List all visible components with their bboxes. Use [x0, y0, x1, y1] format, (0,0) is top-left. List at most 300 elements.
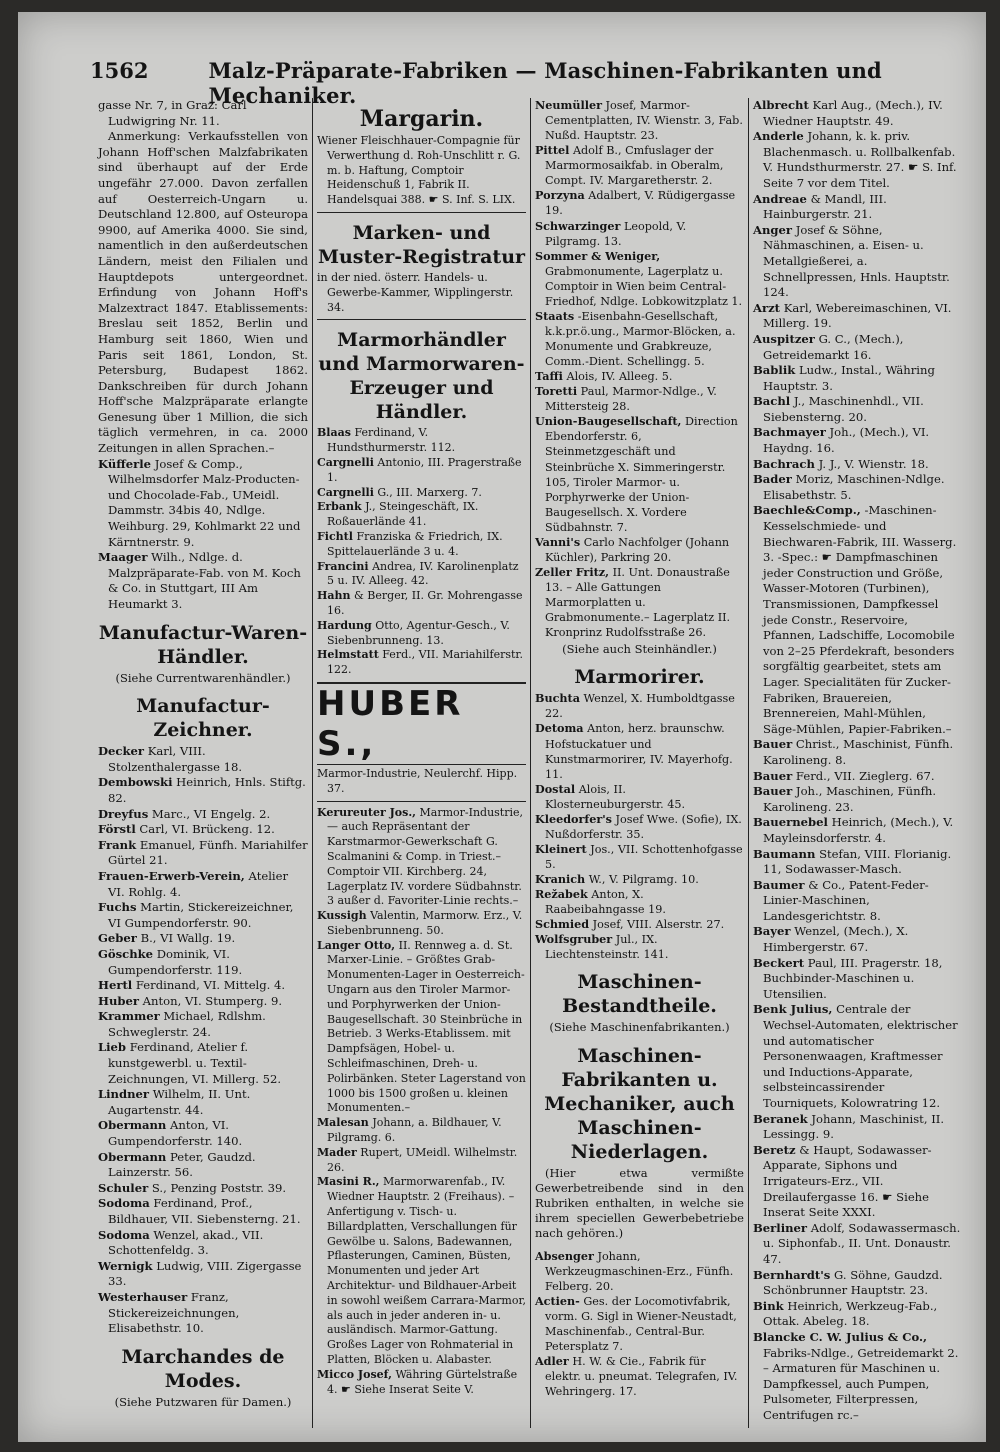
section-heading-registratur: Marken- und Muster-Registratur — [317, 221, 526, 268]
directory-entry — [753, 737, 962, 768]
entry-name: Cargnelli — [317, 485, 374, 499]
entry-text: Grabmonumente, Lagerplatz u. Comptoir in Wien beim Central-Friedhof, Ndlge. Lobkowitzplatz 1. — [545, 264, 743, 308]
entry-name: Andreae — [753, 191, 807, 206]
directory-entry — [98, 994, 308, 1010]
directory-entry — [753, 98, 962, 129]
directory-entry — [317, 426, 526, 456]
entry-name: Zeller Fritz, — [535, 564, 609, 579]
entry-text: Adolf, Sodawassermasch. u. Siphonfab., II. Unt. Donaustr. 47. — [763, 1220, 961, 1266]
entry-name: Beckert — [753, 955, 805, 970]
entry-name: Küfferle — [98, 456, 152, 471]
entry-name: Helmstatt — [317, 648, 379, 662]
entry-text: Adalbert, V. Rüdigergasse 19. — [545, 189, 736, 218]
entry-text: Wenzel, (Mech.), X. Himbergerstr. 67. — [763, 924, 909, 955]
entry-name: Režabek — [535, 887, 588, 902]
directory-entry — [535, 219, 744, 249]
entry-text: Anton, X. Raabeibahngasse 19. — [545, 888, 666, 917]
entry-text: Dominik, VI. Gumpendorferstr. 119. — [108, 946, 243, 977]
entry-text: Heinrich, (Mech.), V. Mayleinsdorferstr. 4. — [763, 815, 954, 845]
columns — [94, 98, 984, 1428]
huber-advert-name: HUBER S., — [317, 682, 526, 765]
directory-entry — [535, 812, 744, 842]
directory-entry — [317, 589, 526, 619]
entry-text: Alois, IV. Alleeg. 5. — [566, 370, 673, 384]
directory-entry — [317, 456, 526, 486]
entry-name: Kleinert — [535, 841, 587, 856]
directory-entry — [98, 900, 308, 931]
entry-name: Bauer — [753, 768, 793, 783]
directory-entry — [535, 309, 744, 369]
entry-name: Beretz — [753, 1142, 796, 1157]
entry-text: Wenzel, X. Humboldtgasse 22. — [545, 692, 735, 721]
section-note-maschinen: (Hier etwa vermißte Gewerbetreibende sind in den Rubriken enthalten, in welche sie ihrem speciellen Gewerbebetriebe nach gehören.) — [535, 1165, 744, 1240]
entry-text: W., V. Pilgramg. 10. — [588, 873, 699, 887]
entry-text: B., VI Wallg. 19. — [140, 931, 236, 946]
entry-name: Bader — [753, 472, 792, 487]
entry-name: Cargnelli — [317, 455, 374, 469]
entry-name: Porzyna — [535, 188, 585, 203]
entry-text: Ferdinand, VI. Mittelg. 4. — [135, 978, 286, 993]
entry-text: Jos., VII. Schottenhofgasse 5. — [545, 842, 743, 871]
entry-text: Karl, Webereimaschinen, VI. Millerg. 19. — [763, 300, 952, 331]
entry-name: Hahn — [317, 589, 351, 603]
entry-text: Ferdinand, V. Hundsthurmerstr. 112. — [327, 426, 456, 455]
directory-entry — [753, 1330, 962, 1424]
entry-name: Albrecht — [753, 98, 809, 112]
directory-entry — [753, 192, 962, 223]
entry-name: Frank — [98, 837, 137, 852]
entry-name: Göschke — [98, 946, 154, 961]
entry-name: Förstl — [98, 822, 136, 837]
entry-text: Anton, herz. braunschw. Hofstuckatuer und Kunstmarmorirer, IV. Mayerhofg. 11. — [545, 722, 733, 781]
section-heading-margarin: Margarin. — [359, 106, 484, 132]
entry-text: Michael, Rdlshm. Schweglerstr. 24. — [108, 1009, 266, 1039]
entry-name: Sommer & Weniger, — [535, 248, 661, 263]
entry-text: Franz, Stickereizeichnungen, Elisabethstr. 10. — [108, 1289, 240, 1336]
entry-text: Alois, II. Klosterneuburgerstr. 45. — [545, 782, 686, 811]
directory-entry — [753, 1143, 962, 1221]
entry-name: Bauer — [753, 784, 793, 799]
entry-text: Karl, VIII. Stolzenthalergasse 18. — [108, 744, 243, 774]
entry-text: Adolf B., Cmfuslager der Marmormosaikfab. in Oberalm, Compt. IV. Margaretherstr. 2. — [545, 144, 724, 188]
entry-text: Wilh., Ndlge. d. Malzpräparate-Fab. von M. Koch & Co. in Stuttgart, III Am Heumarkt 3. — [108, 550, 301, 611]
zeichner-entries — [98, 744, 308, 1337]
entry-text: Joh., (Mech.), VI. Haydng. 16. — [763, 425, 930, 456]
section-heading-marmorhaendler: Marmorhändler und Marmorwaren-Erzeuger und Händler. — [318, 329, 525, 424]
entry-text: J., Steingeschäft, IX. Roßauerlände 41. — [327, 500, 479, 529]
entry-text: Emanuel, Fünfh. Mariahilfer Gürtel 21. — [108, 837, 308, 868]
entry-name: Kranich — [535, 872, 586, 887]
directory-entry — [98, 1259, 308, 1290]
entry-text: Carl, VI. Brückeng. 12. — [139, 822, 275, 837]
entry-text: II. Unt. Donaustraße 13. – Alle Gattungen Marmorplatten u. Grabmonumente.– Lagerplatz II. Kronprinz Rudolfsstraße 26. — [545, 565, 731, 640]
entry-text: -Maschinen-Kesselschmiede- und Biechwaren-Fabrik, III. Wasserg. 3. -Spec.: ☛ Dampfmaschinen jeder Construction und Größe, Wasser-Motoren (Turbinen), Transmissionen, Dampfkessel jede Constr., Reservoire, Pfannen, Ladschiffe, Locomobile von 2–25 Pferdekraft, besonders sorgfältig gearbeitet, stets am Lager. Specialitäten für Zucker-Fabriken, Brauereien, Brennereien, Mahl-Mühlen, Säge-Mühlen, Papier-Fabriken.– — [763, 503, 957, 736]
entry-text: Franziska & Friedrich, IX. Spittelauerlände 3 u. 4. — [327, 529, 503, 558]
entry-text: Otto, Agentur-Gesch., V. Siebenbrunneng. 13. — [327, 618, 510, 647]
column-1 — [94, 98, 312, 1428]
directory-entry — [98, 744, 308, 775]
directory-entry — [98, 1150, 308, 1181]
entry-text: II. Rennweg a. d. St. Marxer-Linie. – Größtes Grab-Monumenten-Lager in Oesterreich-Ungarn aus den Tiroler Marmor- und Porphyrwerken der Union-Baugesellschaft. 30 Steinbrüche in Betrieb. 3 Werks-Etablissem. mit Dampfsägen, Hobel- u. Schleifmaschinen, Dreh- u. Polirbänken. Steter Lagerstand von 1000 bis 1500 großen u. kleinen Monumenten.– — [327, 938, 526, 1115]
section-heading-marmorirer: Marmorirer. — [574, 666, 705, 689]
directory-entry — [753, 1299, 962, 1330]
entry-text: -Eisenbahn-Gesellschaft, k.k.pr.ö.ung., Marmor-Blöcken, a. Monumente und Grabkreuze, Comm.-Dient. Schellingg. 5. — [545, 309, 736, 369]
directory-entry — [753, 956, 962, 1003]
directory-entry — [317, 1175, 526, 1367]
entry-text: Rupert, UMeidl. Wilhelmstr. 26. — [327, 1145, 518, 1174]
entry-name: Malesan — [317, 1116, 369, 1130]
directory-entry — [535, 782, 744, 812]
section-note-steinhaendler: (Siehe auch Steinhändler.) — [562, 642, 717, 657]
directory-entry — [753, 878, 962, 925]
entry-name: Blancke C. W. Julius & Co., — [753, 1329, 928, 1344]
entry-name: Dreyfus — [98, 806, 149, 821]
directory-entry — [753, 1268, 962, 1299]
directory-entry — [535, 872, 744, 887]
entry-text: Ferdinand, Atelier f. kunstgewerbl. u. Textil-Zeichnungen, VI. Millerg. 52. — [108, 1040, 282, 1086]
entry-text: Johann, a. Bildhauer, V. Pilgramg. 6. — [327, 1116, 502, 1145]
entry-name: Fuchs — [98, 900, 137, 915]
entry-text: & Mandl, III. Hainburgerstr. 21. — [763, 191, 887, 222]
directory-entry — [535, 842, 744, 872]
entry-name: Auspitzer — [753, 331, 815, 346]
entry-name: Bernhardt's — [753, 1267, 831, 1282]
entry-name: Bachl — [753, 394, 791, 409]
entry-text: Moriz, Maschinen-Ndlge. Elisabethstr. 5. — [763, 472, 945, 502]
entry-text: G. Söhne, Gaudzd. Schönbrunner Hauptstr. 23. — [763, 1267, 943, 1298]
column-4 — [748, 98, 966, 1428]
running-title: Malz-Präparate-Fabriken — Maschinen-Fabrikanten und Mechaniker. — [208, 58, 882, 108]
entry-name: Huber — [98, 993, 139, 1008]
entry-text: G., III. Marxerg. 7. — [377, 485, 482, 499]
entry-text: J. J., V. Wienstr. 18. — [818, 456, 929, 471]
entry-name: Mader — [317, 1145, 357, 1159]
entry-name: Anderle — [753, 129, 804, 144]
entry-text: Marmorwarenfab., IV. Wiedner Hauptstr. 2 (Freihaus). – Anfertigung v. Tisch- u. Billardplatten, Verschallungen für Gewölbe u. Salons, Badewannen, Pflasterungen, Caminen, Büsten, Monumenten und jeder Art Architektur- und Bildhauer-Arbeit in sowohl weißem Carrara-Marmor, als auch in jeder anderen in- u. ausländisch. Marmor-Gattung. Großes Lager von Rohmaterial in Platten, Blöcken u. Alabaster. — [327, 1175, 526, 1366]
entry-text: Ges. der Locomotivfabrik, vorm. G. Sigl in Wiener-Neustadt, Maschinenfab., Central-Bur. Petersplatz 7. — [545, 1295, 737, 1354]
directory-entry — [98, 1009, 308, 1040]
entry-name: Adler — [535, 1354, 569, 1369]
entry-text: Josef Wwe. (Sofie), IX. Nußdorferstr. 35. — [545, 812, 742, 841]
registratur-entry: in der nied. österr. Handels- u. Gewerbe-Kammer, Wipplingerstr. 34. — [317, 270, 514, 314]
directory-entry — [753, 784, 962, 815]
entry-text: Johann, Werkzeugmaschinen-Erz., Fünfh. Felberg. 20. — [545, 1249, 734, 1293]
entry-text: Jul., IX. Liechtensteinstr. 141. — [545, 933, 669, 962]
entry-text: Christ., Maschinist, Fünfh. Karolineng. 8. — [763, 737, 954, 767]
entry-text: & Berger, II. Gr. Mohrengasse 16. — [327, 589, 523, 617]
entry-name: Buchta — [535, 691, 580, 706]
entry-name: Vanni's — [535, 534, 581, 549]
directory-entry — [535, 932, 744, 962]
entry-name: Bachrach — [753, 456, 815, 471]
entry-text: Anton, VI. Gumpendorferstr. 140. — [108, 1118, 243, 1149]
divider — [317, 212, 526, 213]
entry-text: Josef, VIII. Alserstr. 27. — [592, 918, 725, 932]
directory-entry — [753, 1002, 962, 1111]
directory-entry — [317, 560, 526, 590]
entry-text: Stefan, VIII. Florianig. 11, Sodawasser-Masch. — [763, 846, 952, 877]
entry-text: Josef, Marmor-Cementplatten, IV. Wienstr. 3, Fab. Nußd. Hauptstr. 23. — [545, 99, 743, 143]
entry-text: Ferdinand, Prof., Bildhauer, VII. Siebensterng. 21. — [108, 1196, 301, 1226]
entry-text: Martin, Stickereizeichner, VI Gumpendorferstr. 90. — [108, 900, 294, 930]
entry-text: & Co., Patent-Feder-Linier-Maschinen, Landesgerichtstr. 8. — [763, 877, 929, 923]
entry-name: Bablik — [753, 363, 796, 378]
entry-name: Arzt — [753, 300, 781, 315]
entry-name: Frauen-Erwerb-Verein, — [98, 868, 245, 883]
entry-name: Schmied — [535, 917, 590, 932]
directory-entry — [535, 1249, 744, 1294]
section-heading-maschinen-fabrikanten: Maschinen-Fabrikanten u. Mechaniker, auch Maschinen-Niederlagen. — [544, 1044, 735, 1163]
entry-name: Lieb — [98, 1040, 127, 1055]
marmor-entries-b — [317, 806, 526, 1398]
entry-text: & Haupt, Sodawasser-Apparate, Siphons und Irrigateurs-Erz., VII. Dreilaufergasse 16. ☛ Siehe Inserat Seite XXXI. — [763, 1142, 932, 1220]
directory-entry — [98, 550, 308, 612]
entry-text: S., Penzing Poststr. 39. — [151, 1180, 287, 1195]
entry-name: Beranek — [753, 1111, 808, 1126]
directory-entry — [535, 98, 744, 143]
directory-entry — [535, 188, 744, 218]
entry-text: J., Maschinenhdl., VII. Siebensterng. 20. — [763, 394, 924, 424]
directory-entry — [535, 1354, 744, 1399]
directory-entry — [753, 425, 962, 456]
directory-entry — [98, 869, 308, 900]
entry-name: Micco Josef, — [317, 1367, 392, 1381]
entry-name: Langer Otto, — [317, 938, 396, 952]
directory-entry — [98, 1228, 308, 1259]
entry-name: Berliner — [753, 1220, 808, 1235]
entry-text: Leopold, V. Pilgramg. 13. — [545, 219, 687, 248]
entry-text: Peter, Gaudzd. Lainzerstr. 56. — [108, 1149, 256, 1180]
directory-entry — [753, 223, 962, 301]
directory-entry — [98, 1087, 308, 1118]
entry-name: Bauer — [753, 737, 793, 752]
entry-name: Krammer — [98, 1009, 160, 1024]
entry-name: Sodoma — [98, 1196, 150, 1211]
directory-entry — [535, 143, 744, 188]
directory-entry — [317, 648, 526, 678]
section-note-bestandtheile: (Siehe Maschinenfabrikanten.) — [549, 1020, 730, 1035]
entry-name: Taffi — [535, 369, 563, 384]
section-heading-marchandes: Marchandes de Modes. — [121, 1345, 285, 1392]
section-note-manufactur-waren: (Siehe Currentwarenhändler.) — [115, 670, 291, 685]
directory-entry — [535, 721, 744, 781]
directory-entry — [317, 486, 526, 501]
directory-entry — [98, 947, 308, 978]
section-heading-manufactur-waren: Manufactur-Waren-Händler. — [98, 621, 308, 668]
directory-entry — [535, 384, 744, 414]
entry-text: Währing Gürtelstraße 4. ☛ Siehe Inserat Seite V. — [327, 1367, 518, 1396]
directory-entry — [317, 806, 526, 910]
entry-text: Wenzel, akad., VII. Schottenfeldg. 3. — [108, 1227, 264, 1258]
entry-name: Pittel — [535, 143, 570, 158]
entry-name: Neumüller — [535, 98, 602, 112]
directory-entry — [753, 301, 962, 332]
entry-name: Dostal — [535, 781, 576, 796]
directory-page — [18, 12, 986, 1442]
entry-text: Valentin, Marmorw. Erz., V. Siebenbrunneng. 50. — [327, 909, 523, 937]
directory-entry — [753, 924, 962, 955]
directory-entry — [753, 847, 962, 878]
entry-text: Josef & Söhne, Nähmaschinen, a. Eisen- u. Metallgießerei, a. Schnellpressen, Hnls. Hauptstr. 124. — [763, 222, 950, 300]
entry-text: Wilhelm, II. Unt. Augartenstr. 44. — [108, 1087, 251, 1117]
divider — [317, 319, 526, 320]
entry-text: Joh., Maschinen, Fünfh. Karolineng. 23. — [763, 784, 937, 814]
directory-entry — [535, 917, 744, 932]
page-number: 1562 — [90, 58, 149, 83]
entry-name: Francini — [317, 559, 369, 573]
directory-entry — [317, 939, 526, 1117]
entry-name: Union-Baugesellschaft, — [535, 414, 682, 429]
directory-entry — [753, 332, 962, 363]
entry-name: Actien- — [535, 1294, 580, 1308]
huber-advert-text: Marmor-Industrie, Neulerchf. Hipp. 37. — [317, 766, 518, 795]
directory-entry — [753, 1221, 962, 1268]
entry-name: Baechle&Comp., — [753, 503, 861, 518]
directory-entry — [98, 457, 308, 551]
directory-entry — [98, 1196, 308, 1227]
marmor-entries-c — [535, 98, 744, 640]
entry-text: Centrale der Wechsel-Automaten, elektrischer und automatischer Personenwaagen, Kraftmesser und Inductions-Apparate, selbsteincassirender Tourniquets, Kolowratring 12. — [763, 1002, 958, 1110]
entry-name: Wernigk — [98, 1258, 153, 1273]
directory-entry — [98, 807, 308, 823]
entry-text: Heinrich, Werkzeug-Fab., Ottak. Abeleg. 18. — [763, 1298, 938, 1329]
divider — [317, 801, 526, 802]
directory-entry — [317, 619, 526, 649]
entry-name: Sodoma — [98, 1227, 150, 1242]
entry-name: Bauernebel — [753, 815, 828, 830]
directory-entry — [98, 822, 308, 838]
entry-text: Paul, III. Pragerstr. 18, Buchbinder-Maschinen u. Utensilien. — [763, 955, 943, 1001]
directory-entry — [753, 129, 962, 191]
maschinen-entries-a — [535, 1249, 744, 1400]
column-3 — [530, 98, 748, 1428]
entry-name: Baumer — [753, 877, 805, 892]
entry-name: Maager — [98, 550, 148, 565]
section-heading-manufactur-zeichner: Manufactur-Zeichner. — [136, 695, 270, 742]
entry-name: Lindner — [98, 1087, 150, 1102]
entry-text: Johann, k. k. priv. Blachenmasch. u. Rollbalkenfab. V. Hundsthurmerstr. 27. ☛ S. Inf. Seite 7 vor dem Titel. — [763, 129, 957, 190]
directory-entry — [535, 565, 744, 640]
entry-text: Ferd., VII. Zieglerg. 67. — [795, 768, 935, 783]
entry-text: Atelier VI. Rohlg. 4. — [108, 868, 289, 899]
entry-name: Toretti — [535, 384, 578, 399]
entry-name: Kussigh — [317, 909, 367, 923]
directory-entry — [753, 472, 962, 503]
entry-name: Bachmayer — [753, 425, 826, 440]
entry-text: Marc., VI Engelg. 2. — [151, 806, 271, 821]
directory-entry — [98, 1181, 308, 1197]
entry-text: Carlo Nachfolger (Johann Küchler), Parkring 20. — [545, 535, 730, 564]
entry-name: Kleedorfer's — [535, 811, 612, 826]
directory-entry — [535, 414, 744, 535]
directory-entry — [98, 1290, 308, 1337]
directory-entry — [317, 500, 526, 530]
entry-text: G. C., (Mech.), Getreidemarkt 16. — [763, 331, 904, 362]
entry-text: Ludwig, VIII. Zigergasse 33. — [108, 1258, 302, 1289]
entry-text: H. W. & Cie., Fabrik für elektr. u. pneumat. Telegrafen, IV. Wehringerg. 17. — [545, 1355, 738, 1399]
entry-name: Erbank — [317, 500, 362, 514]
entry-name: Westerhauser — [98, 1289, 188, 1304]
entry-name: Baumann — [753, 846, 816, 861]
directory-entry — [535, 1294, 744, 1354]
margarin-entry: Wiener Fleischhauer-Compagnie für Verwerthung d. Roh-Unschlitt r. G. m. b. Haftung, Comptoir Heidenschuß 1, Fabrik II. Handelsquai 388. ☛ S. Inf. S. LIX. — [317, 134, 521, 207]
directory-entry — [317, 1146, 526, 1176]
directory-entry — [753, 394, 962, 425]
directory-entry — [317, 530, 526, 560]
entry-name: Bink — [753, 1298, 784, 1313]
entry-text: Paul, Marmor-Ndlge., V. Mittersteig 28. — [545, 385, 717, 414]
directory-entry — [317, 909, 526, 939]
entry-name: Wolfsgruber — [535, 932, 613, 947]
entry-name: Obermann — [98, 1118, 167, 1133]
intro-entry: gasse Nr. 7, in Graz: Carl Ludwigring Nr. 11. — [98, 98, 247, 128]
section-note-marchandes: (Siehe Putzwaren für Damen.) — [114, 1394, 292, 1409]
directory-entry — [753, 457, 962, 473]
entry-name: Obermann — [98, 1149, 167, 1164]
directory-entry — [753, 503, 962, 737]
directory-entry — [98, 978, 308, 994]
entry-text: Marmor-Industrie, — auch Repräsentant der Karstmarmor-Gewerkschaft G. Scalmanini & Comp. in Triest.– Comptoir VII. Kirchberg. 24, Lagerplatz IV. vordere Südbahnstr. 3 außer d. Favoriter-Linie rechts.– — [327, 805, 524, 908]
entry-name: Detoma — [535, 721, 584, 736]
entry-text: Anton, VI. Stumperg. 9. — [142, 993, 283, 1008]
entry-text: Fabriks-Ndlge., Getreidemarkt 2. – Armaturen für Maschinen u. Dampfkessel, auch Pumpen, Pulsometer, Filterpressen, Centrifugen rc.– — [763, 1345, 959, 1422]
directory-entry — [535, 535, 744, 565]
marmorirer-entries — [535, 691, 744, 962]
directory-entry — [98, 1118, 308, 1149]
directory-entry — [317, 1116, 526, 1146]
entry-name: Kerureuter Jos., — [317, 805, 416, 819]
entry-name: Anger — [753, 222, 793, 237]
directory-entry — [535, 369, 744, 384]
directory-entry — [753, 1112, 962, 1143]
entry-text: Karl Aug., (Mech.), IV. Wiedner Hauptstr. 49. — [763, 98, 943, 128]
directory-entry — [535, 887, 744, 917]
entry-name: Hertl — [98, 978, 133, 993]
entry-name: Masini R., — [317, 1175, 380, 1189]
entry-name: Fichtl — [317, 529, 353, 543]
entry-text: Ludw., Instal., Währing Hauptstr. 3. — [763, 363, 935, 393]
entry-name: Geber — [98, 931, 137, 946]
directory-entry — [535, 691, 744, 721]
entry-text: Heinrich, Hnls. Stiftg. 82. — [108, 775, 306, 805]
entry-name: Absenger — [535, 1248, 594, 1263]
entry-name: Decker — [98, 744, 145, 759]
entry-text: Antonio, III. Pragerstraße 1. — [327, 455, 522, 484]
directory-entry — [317, 1368, 526, 1398]
directory-entry — [753, 769, 962, 785]
maschinen-entries-b — [753, 98, 962, 1423]
entry-text: Ferd., VII. Mariahilferstr. 122. — [327, 648, 523, 677]
entry-name: Blaas — [317, 426, 351, 440]
directory-entry — [98, 775, 308, 806]
entry-name: Staats — [535, 308, 575, 323]
entry-text: Direction Ebendorferstr. 6, Steinmetzgeschäft und Steinbrüche X. Simmeringerstr. 105, Tiroler Marmor- u. Porphyrwerke der Union-Baugesellsch. X. Vordere Südbahnstr. 7. — [545, 415, 738, 534]
entry-name: Benk Julius, — [753, 1002, 833, 1017]
anmerkung-note: Anmerkung: Verkaufsstellen von Johann Hoff'schen Malzfabrikaten sind überhaupt auf der Erde ungefähr 27.000. Davon zerfallen auf Oesterreich-Ungarn u. Deutschland 12.800, auf Osteuropa 9900, auf Amerika 4000. Sie sind, namentlich in den außerdeutschen Ländern, meist den Filialen und Hauptdepots untergeordnet. Erfindung von Johann Hoff's Malzextract 1847. Etablissements: Breslau seit 1852, Berlin und Hamburg seit 1860, Wien und Paris seit 1861, London, St. Petersburg, Budapest 1862. Dankschreiben für durch Johann Hoff'sche Malzpräparate erlangte Genesung über 1 Million, die sich täglich vermehren, in ca. 2000 Zeitungen in allen Sprachen.– — [98, 129, 308, 456]
directory-entry — [98, 838, 308, 869]
entry-text: Josef & Comp., Wilhelmsdorfer Malz-Producten- und Chocolade-Fab., UMeidl. Dammstr. 34bis 40, Ndlge. Weihburg. 29, Kohlmarkt 22 und Kärntnerstr. 9. — [108, 456, 301, 549]
directory-entry — [98, 1040, 308, 1087]
entry-name: Hardung — [317, 618, 372, 632]
directory-entry — [535, 249, 744, 309]
entry-text: Andrea, IV. Karolinenplatz 5 u. IV. Alleeg. 42. — [327, 559, 519, 588]
entry-name: Bayer — [753, 924, 791, 939]
directory-entry — [753, 363, 962, 394]
section-heading-bestandtheile: Maschinen-Bestandtheile. — [562, 971, 717, 1018]
entry-text: Johann, Maschinist, II. Lessingg. 9. — [763, 1111, 945, 1142]
entry-name: Dembowski — [98, 775, 173, 790]
marmor-entries-a — [317, 426, 526, 678]
